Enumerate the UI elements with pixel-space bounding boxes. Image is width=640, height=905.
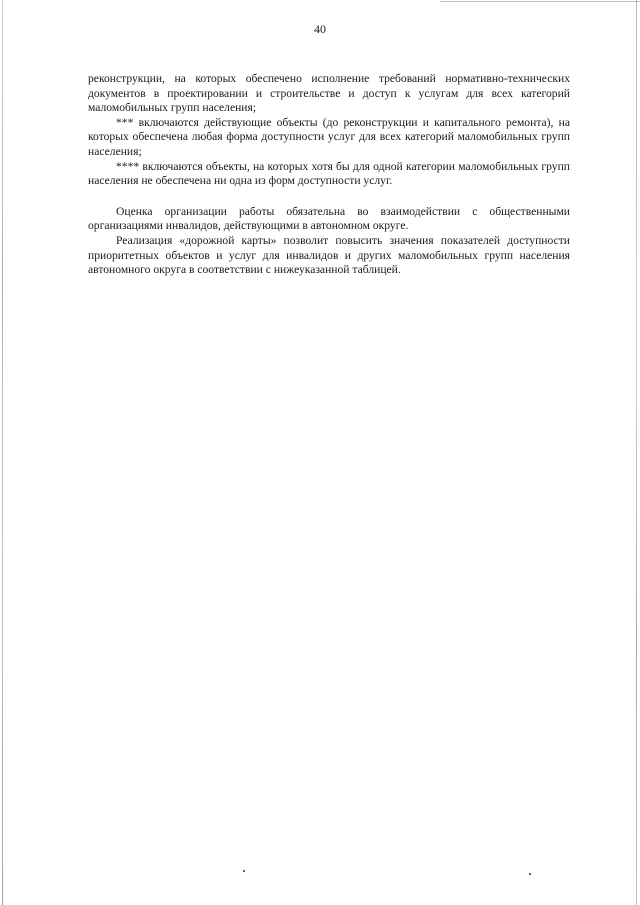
scan-edge-top (440, 1, 640, 2)
paragraph-roadmap: Реализация «дорожной карты» позволит повысить значения показателей доступности приоритетных объектов и услуг для инвалидов и других маломобильных групп населения автономного округа в соответствии с нижеуказанной таблицей. (88, 233, 570, 277)
paragraph-assessment: Оценка организации работы обязательна во взаимодействии с общественными организациями инвалидов, действующими в автономном округе. (88, 204, 570, 233)
scan-speck (243, 870, 245, 872)
scan-speck (529, 873, 531, 875)
paragraph-footnote-four-stars: **** включаются объекты, на которых хотя бы для одной категории маломобильных групп населения не обеспечена ни одна из форм доступности услуг. (88, 159, 570, 188)
paragraph-reconstruction: реконструкции, на которых обеспечено исполнение требований нормативно-технических документов в проектировании и строительстве и доступ к услугам для всех категорий маломобильных групп населения; (88, 72, 570, 115)
scan-edge-left (2, 0, 3, 905)
page-number: 40 (314, 22, 326, 36)
scan-edge-right (636, 0, 637, 905)
paragraph-footnote-three-stars: *** включаются действующие объекты (до реконструкции и капитального ремонта), на которых обеспечена любая форма доступности услуг для всех категорий маломобильных групп населения; (88, 115, 570, 158)
paragraph-gap (88, 189, 570, 205)
document-body (88, 72, 570, 278)
